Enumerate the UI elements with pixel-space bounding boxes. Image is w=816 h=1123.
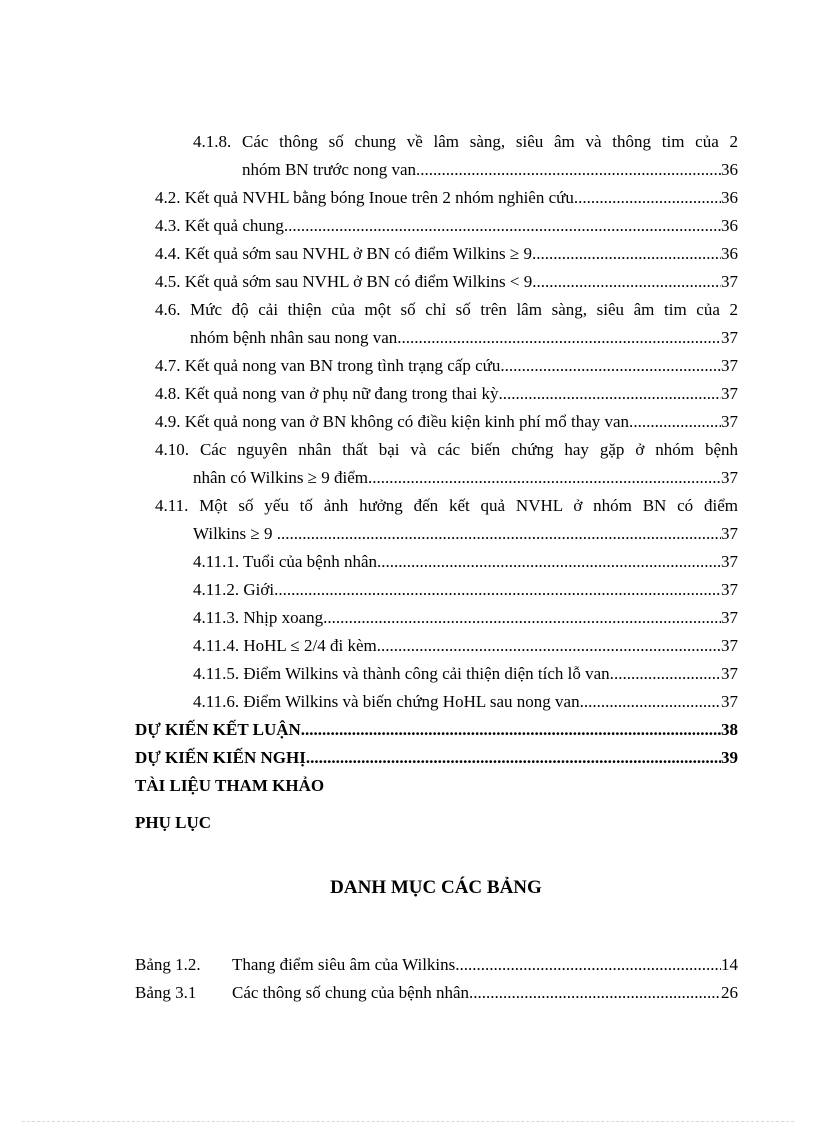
toc-page-number: 39 <box>721 748 738 767</box>
toc-entry-4-9[interactable] <box>155 410 738 434</box>
dot-leader <box>536 242 721 266</box>
toc-page-number: 37 <box>721 272 738 291</box>
toc-entry-4-10-line1: 4.10. Các nguyên nhân thất bại và các biến chứng hay gặp ở nhóm bệnh <box>155 440 738 459</box>
toc-entry-4-7[interactable] <box>155 354 738 378</box>
dot-leader <box>381 634 721 658</box>
dot-leader <box>323 606 721 630</box>
dot-leader <box>473 981 721 1005</box>
toc-entry-text: DỰ KIẾN KIẾN NGHỊ <box>135 748 306 767</box>
dot-leader <box>505 354 721 378</box>
toc-entry-text: DỰ KIẾN KẾT LUẬN <box>135 720 301 739</box>
toc-page-number: 37 <box>721 356 738 375</box>
dot-leader <box>578 186 721 210</box>
toc-entry-text: Wilkins ≥ 9 . <box>193 524 281 543</box>
dot-leader <box>372 466 721 490</box>
toc-page-number: 37 <box>721 384 738 403</box>
toc-page-number: 37 <box>721 636 738 655</box>
page-edge-divider <box>22 1121 794 1122</box>
dot-leader <box>537 270 722 294</box>
toc-entry-4-2[interactable] <box>155 186 738 210</box>
dot-leader <box>402 326 721 350</box>
toc-entry-text: 4.4. Kết quả sớm sau NVHL ở BN có điểm Wilkins ≥ 9. <box>155 244 537 263</box>
toc-entry-text: 4.5. Kết quả sớm sau NVHL ở BN có điểm Wilkins < 9. <box>155 272 537 291</box>
toc-page-number: 37 <box>721 524 738 543</box>
toc-page-number: 37 <box>721 412 738 431</box>
dot-leader <box>281 522 721 546</box>
toc-entry-text: nhân có Wilkins ≥ 9 điểm. <box>193 468 373 487</box>
toc-entry-text: 4.11.4. HoHL ≤ 2/4 đi kèm. <box>193 636 381 655</box>
toc-page-number: 36 <box>721 216 738 235</box>
toc-entry-text: 4.9. Kết quả nong van ở BN không có điều kiện kinh phí mổ thay van. <box>155 412 634 431</box>
toc-entry-4-11-line1: 4.11. Một số yếu tố ảnh hưởng đến kết quả NVHL ở nhóm BN có điểm <box>155 496 738 515</box>
toc-entry-4-11-3[interactable] <box>193 606 738 630</box>
toc-entry-text: 4.11.6. Điểm Wilkins và biến chứng HoHL sau nong van. <box>193 692 584 711</box>
toc-page-number: 37 <box>721 692 738 711</box>
dot-leader <box>633 410 721 434</box>
toc-entry-references[interactable]: TÀI LIỆU THAM KHẢO <box>135 776 325 795</box>
toc-page-number: 37 <box>721 580 738 599</box>
dot-leader <box>460 953 721 977</box>
toc-entry-4-11-6[interactable] <box>193 690 738 714</box>
dot-leader <box>584 690 721 714</box>
table-title: Thang điểm siêu âm của Wilkins. <box>232 955 460 974</box>
toc-page-number: 36 <box>721 188 738 207</box>
table-list-entry[interactable] <box>135 953 738 977</box>
toc-entry-4-10[interactable] <box>193 466 738 490</box>
toc-page-number: 37 <box>721 608 738 627</box>
dot-leader <box>503 382 721 406</box>
toc-entry-text: nhóm BN trước nong van <box>242 160 417 179</box>
toc-entry-4-6[interactable] <box>190 326 738 350</box>
toc-entry-text: 4.2. Kết quả NVHL bằng bóng Inoue trên 2 nhóm nghiên cứu. <box>155 188 579 207</box>
toc-page-number: 38 <box>721 720 738 739</box>
dot-leader <box>301 718 721 742</box>
toc-entry-recommendation[interactable] <box>135 746 738 770</box>
toc-entry-text: nhóm bệnh nhân sau nong van. <box>190 328 402 347</box>
tables-list-heading: DANH MỤC CÁC BẢNG <box>330 877 542 898</box>
table-page-number: 14 <box>721 955 738 974</box>
toc-entry-4-3[interactable] <box>155 214 738 238</box>
dot-leader <box>278 578 721 602</box>
toc-entry-text: 4.7. Kết quả nong van BN trong tình trạng cấp cứu. <box>155 356 505 375</box>
toc-entry-4-1-8-line1: 4.1.8. Các thông số chung về lâm sàng, siêu âm và thông tim của 2 <box>193 132 738 151</box>
toc-entry-4-11-5[interactable] <box>193 662 738 686</box>
dot-leader <box>377 550 721 574</box>
dot-leader <box>416 158 721 182</box>
table-label: Bảng 3.1 <box>135 983 197 1002</box>
table-list-entry[interactable] <box>135 981 738 1005</box>
toc-page-number: 36 <box>721 160 738 179</box>
toc-entry-4-11[interactable] <box>193 522 738 546</box>
toc-page-number: 37 <box>721 664 738 683</box>
toc-page-number: 36 <box>721 244 738 263</box>
toc-page-number: 37 <box>721 328 738 347</box>
toc-entry-4-11-4[interactable] <box>193 634 738 658</box>
toc-entry-conclusion[interactable] <box>135 718 738 742</box>
dot-leader <box>614 662 721 686</box>
table-title: Các thông số chung của bệnh nhân. <box>232 983 474 1002</box>
table-page-number: 26 <box>721 983 738 1002</box>
toc-entry-appendix[interactable]: PHỤ LỤC <box>135 813 212 832</box>
toc-entry-4-1-8[interactable] <box>242 158 738 182</box>
dot-leader <box>306 746 721 770</box>
toc-entry-text: 4.11.1. Tuổi của bệnh nhân <box>193 552 378 571</box>
toc-entry-4-6-line1: 4.6. Mức độ cải thiện của một số chỉ số trên lâm sàng, siêu âm tim của 2 <box>155 300 738 319</box>
toc-entry-text: 4.11.2. Giới. <box>193 580 279 599</box>
toc-entry-4-11-1[interactable] <box>193 550 738 574</box>
toc-entry-4-5[interactable] <box>155 270 738 294</box>
toc-entry-4-11-2[interactable] <box>193 578 738 602</box>
toc-page-number: 37 <box>721 552 738 571</box>
toc-page-number: 37 <box>721 468 738 487</box>
toc-entry-4-8[interactable] <box>155 382 738 406</box>
table-label: Bảng 1.2. <box>135 955 201 974</box>
toc-entry-text: 4.11.3. Nhịp xoang <box>193 608 324 627</box>
toc-entry-4-4[interactable] <box>155 242 738 266</box>
toc-entry-text: 4.8. Kết quả nong van ở phụ nữ đang trong thai kỳ. <box>155 384 503 403</box>
toc-entry-text: 4.11.5. Điểm Wilkins và thành công cải thiện diện tích lỗ van. <box>193 664 614 683</box>
dot-leader <box>288 214 721 238</box>
toc-entry-text: 4.3. Kết quả chung. <box>155 216 289 235</box>
